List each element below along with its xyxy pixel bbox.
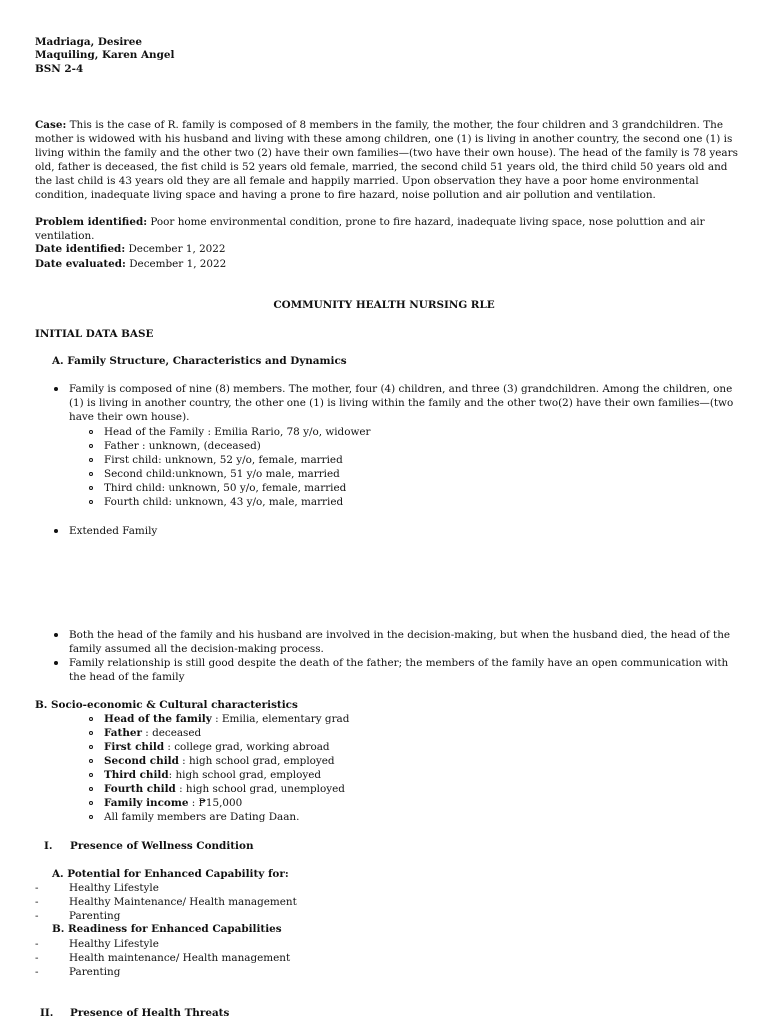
- member-item: Fourth child: unknown, 43 y/o, male, married: [104, 496, 344, 508]
- circle-bullet: [89, 815, 93, 819]
- potential-item: Parenting: [69, 910, 121, 922]
- member-item: Father : unknown, (deceased): [104, 440, 261, 452]
- socio-item: [104, 796, 242, 810]
- case-label: Case:: [35, 119, 67, 131]
- member-item: Third child: unknown, 50 y/o, female, married: [104, 482, 347, 494]
- socio-item-value: : high school grad, employed: [168, 769, 322, 781]
- readiness-item: Healthy Lifestyle: [69, 938, 159, 950]
- circle-bullet: [89, 500, 93, 504]
- socio-item-label: Third child: [104, 769, 169, 781]
- dash-bullet: -: [35, 882, 39, 894]
- circle-bullet: [89, 745, 93, 749]
- circle-bullet: [89, 486, 93, 490]
- wellness-numeral: I.: [44, 840, 53, 852]
- date-evaluated: [35, 257, 226, 271]
- date-evaluated-label: Date evaluated:: [35, 258, 126, 270]
- socio-item: [104, 754, 335, 768]
- member-item: Head of the Family : Emilia Rario, 78 y/o, widower: [104, 426, 371, 438]
- threats-heading: Presence of Health Threats: [70, 1007, 230, 1019]
- socio-item-label: Second child: [104, 755, 179, 767]
- section-b-heading: B. Socio-economic & Cultural characteristics: [35, 699, 298, 711]
- circle-bullet: [89, 731, 93, 735]
- socio-item-value: : high school grad, unemployed: [175, 783, 345, 795]
- circle-bullet: [89, 458, 93, 462]
- socio-item-value: : ₱15,000: [188, 797, 243, 809]
- circle-bullet: [89, 444, 93, 448]
- socio-item-value: : deceased: [141, 727, 202, 739]
- socio-item: [104, 726, 201, 740]
- circle-bullet: [89, 759, 93, 763]
- dash-bullet: -: [35, 910, 39, 922]
- readiness-item: Parenting: [69, 966, 121, 978]
- author-name-2: Maquiling, Karen Angel: [35, 49, 175, 61]
- socio-item-value: : Emilia, elementary grad: [211, 713, 350, 725]
- case-paragraph: [35, 118, 740, 202]
- wellness-heading: Presence of Wellness Condition: [70, 840, 254, 852]
- date-evaluated-value: December 1, 2022: [125, 258, 227, 270]
- socio-item: [104, 768, 321, 782]
- bullet-dot: [54, 529, 58, 533]
- date-identified: [35, 242, 226, 256]
- socio-item-label: Fourth child: [104, 783, 176, 795]
- family-composition-text: Family is composed of nine (8) members. The mother, four (4) children, and three (3) grandchildren. Among the children, one (1) is living in another country, the other one (1) is living within the family and the other two(2) have their own families—(two have their own house).: [69, 383, 734, 423]
- bullet-dot: [54, 661, 58, 665]
- initial-database-heading: INITIAL DATA BASE: [35, 328, 154, 340]
- socio-item-label: Father: [104, 727, 142, 739]
- circle-bullet: [89, 801, 93, 805]
- circle-bullet: [89, 472, 93, 476]
- readiness-item: Health maintenance/ Health management: [69, 952, 291, 964]
- socio-item-value: : high school grad, employed: [178, 755, 335, 767]
- author-name-1: Madriaga, Desiree: [35, 36, 143, 48]
- circle-bullet: [89, 717, 93, 721]
- socio-item: [104, 740, 330, 754]
- class-section: BSN 2-4: [35, 63, 84, 75]
- socio-item-value: : college grad, working abroad: [164, 741, 330, 753]
- dash-bullet: -: [35, 966, 39, 978]
- family-relationship-text: Family relationship is still good despite the death of the father; the members of the family have an open communication with the head of the family: [69, 657, 729, 683]
- dash-bullet: -: [35, 952, 39, 964]
- socio-item-label: Head of the family: [104, 713, 212, 725]
- dash-bullet: -: [35, 896, 39, 908]
- member-item: Second child:unknown, 51 y/o male, married: [104, 468, 340, 480]
- circle-bullet: [89, 430, 93, 434]
- socio-item-label: First child: [104, 741, 165, 753]
- threats-numeral: II.: [40, 1007, 54, 1019]
- case-text: This is the case of R. family is composed of 8 members in the family, the mother, the four children and 3 grandchildren. The mother is widowed with his husband and living with these among children, one (1) is living in another country, the second one (1) is living within the family and the other two (2) have their own families—(two have their own house). The head of the family is 78 years old, father is deceased, the fist child is 52 years old female, married, the second child 51 years old, the third child 50 years old and the last child is 43 years old they are all female and happily married. Upon observation they have a poor home environmental condition, inadequate living space and having a prone to fire hazard, noise pollution and air pollution and ventilation.: [35, 119, 738, 201]
- family-type-text: Extended Family: [69, 525, 158, 537]
- problem-paragraph: [35, 215, 740, 243]
- socio-item: [104, 810, 299, 824]
- document-title: COMMUNITY HEALTH NURSING RLE: [273, 299, 495, 311]
- socio-item: [104, 712, 349, 726]
- potential-heading: A. Potential for Enhanced Capability for:: [52, 868, 289, 880]
- bullet-dot: [54, 387, 58, 391]
- circle-bullet: [89, 773, 93, 777]
- section-a-heading: A. Family Structure, Characteristics and Dynamics: [52, 355, 347, 367]
- socio-item: [104, 782, 345, 796]
- socio-item-value: All family members are Dating Daan.: [104, 811, 300, 823]
- socio-item-label: Family income: [104, 797, 189, 809]
- bullet-dot: [54, 633, 58, 637]
- circle-bullet: [89, 787, 93, 791]
- decision-making-text: Both the head of the family and his husband are involved in the decision-making, but when the husband died, the head of the family assumed all the decision-making process.: [69, 629, 731, 655]
- problem-label: Problem identified:: [35, 216, 148, 228]
- problem-text: Poor home environmental condition, prone to fire hazard, inadequate living space, nose poluttion and air ventilation.: [35, 216, 705, 242]
- dash-bullet: -: [35, 938, 39, 950]
- potential-item: Healthy Maintenance/ Health management: [69, 896, 297, 908]
- date-identified-label: Date identified:: [35, 243, 126, 255]
- member-item: First child: unknown, 52 y/o, female, married: [104, 454, 343, 466]
- potential-item: Healthy Lifestyle: [69, 882, 159, 894]
- readiness-heading: B. Readiness for Enhanced Capabilities: [52, 923, 282, 935]
- date-identified-value: December 1, 2022: [125, 243, 226, 255]
